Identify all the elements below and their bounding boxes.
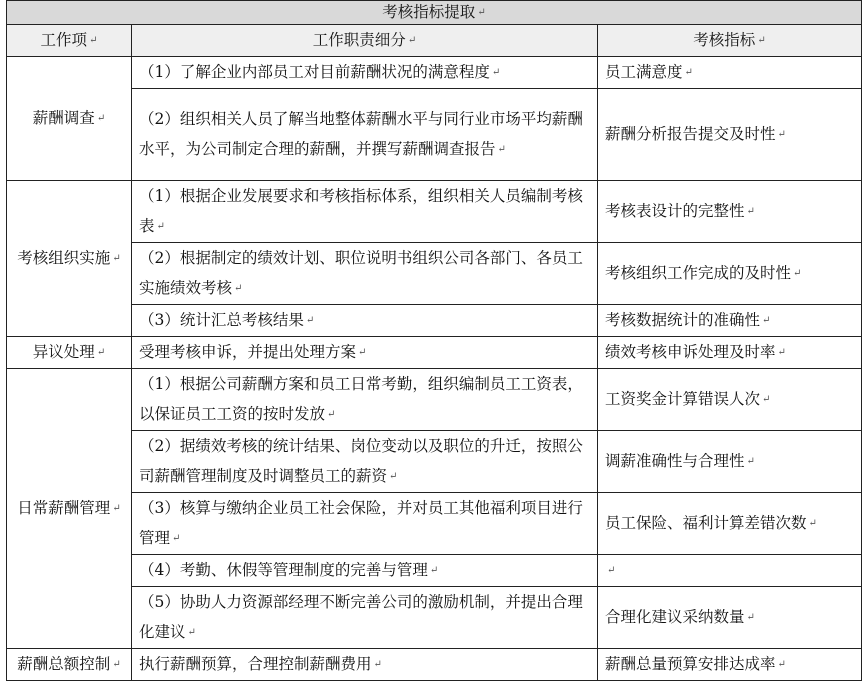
index-cell: 考核组织工作完成的及时性 ↵ [598,243,862,305]
duty-cell: （2）根据制定的绩效计划、职位说明书组织公司各部门、各员工实施绩效考核 ↵ [132,243,598,305]
table-row [7,431,862,493]
duty-cell: （1）根据公司薪酬方案和员工日常考勤，组织编制员工工资表，以保证员工工资的按时发放 ↵ [132,369,598,431]
work-item-label: 薪酬总额控制 [17,655,111,673]
duty-cell: （2）据绩效考核的统计结果、岗位变动以及职位的升迁，按照公司薪酬管理制度及时调整员工的薪资 ↵ [132,431,598,493]
index-cell: 员工满意度 ↵ [598,57,862,89]
index-cell: 薪酬总量预算安排达成率 ↵ [598,649,862,681]
table-row [7,305,862,337]
header-item: 工作项 ↵ [7,25,132,57]
table-row [7,243,862,305]
index-text: 员工保险、福利计算差错次数 [605,514,807,532]
table-title: 考核指标提取 ↵ [7,1,862,25]
table-row [7,89,862,181]
work-item-cell: 异议处理 ↵ [7,337,132,369]
index-text: 考核组织工作完成的及时性 [605,264,792,282]
index-text: 工资奖金计算错误人次 [605,390,761,408]
work-item-label: 异议处理 [32,343,95,361]
table-row [7,181,862,243]
table-row [7,649,862,681]
duty-cell: （5）协助人力资源部经理不断完善公司的激励机制，并提出合理化建议 ↵ [132,587,598,649]
duty-text: （1）根据企业发展要求和考核指标体系，组织相关人员编制考核表 [139,187,583,235]
index-cell: ↵ [598,555,862,587]
table-row [7,555,862,587]
duty-cell: （2）组织相关人员了解当地整体薪酬水平与同行业市场平均薪酬水平，为公司制定合理的薪酬，并撰写薪酬调查报告 ↵ [132,89,598,181]
duty-text: 执行薪酬预算，合理控制薪酬费用 [139,655,372,673]
duty-cell: 执行薪酬预算，合理控制薪酬费用 ↵ [132,649,598,681]
duty-text: （1）根据公司薪酬方案和员工日常考勤，组织编制员工工资表，以保证员工工资的按时发放 [139,375,583,423]
work-item-label: 薪酬调查 [32,109,95,127]
duty-text: 受理考核申诉，并提出处理方案 [139,343,357,361]
duty-cell: （1）了解企业内部员工对目前薪酬状况的满意程度 ↵ [132,57,598,89]
duty-cell: （1）根据企业发展要求和考核指标体系，组织相关人员编制考核表 ↵ [132,181,598,243]
index-text: 考核表设计的完整性 [605,202,745,220]
header-index: 考核指标 ↵ [598,25,862,57]
table-row [7,57,862,89]
index-text: 薪酬总量预算安排达成率 [605,655,776,673]
work-item-cell: 薪酬调查 ↵ [7,57,132,181]
duty-text: （2）组织相关人员了解当地整体薪酬水平与同行业市场平均薪酬水平，为公司制定合理的薪酬，并撰写薪酬调查报告 [139,110,583,158]
table-row [7,493,862,555]
table-body [7,57,862,681]
index-text: 薪酬分析报告提交及时性 [605,125,776,143]
index-text: 绩效考核申诉处理及时率 [605,343,776,361]
index-cell: 考核数据统计的准确性 ↵ [598,305,862,337]
duty-text: （1）了解企业内部员工对目前薪酬状况的满意程度 [139,63,490,81]
index-text: 合理化建议采纳数量 [605,608,745,626]
document-wrap [6,0,861,681]
index-cell: 薪酬分析报告提交及时性 ↵ [598,89,862,181]
index-cell: 调薪准确性与合理性 ↵ [598,431,862,493]
duty-text: （3）核算与缴纳企业员工社会保险，并对员工其他福利项目进行管理 [139,499,583,547]
work-item-cell: 日常薪酬管理 ↵ [7,369,132,649]
duty-cell: （4）考勤、休假等管理制度的完善与管理 ↵ [132,555,598,587]
index-text: 考核数据统计的准确性 [605,311,761,329]
index-cell: 绩效考核申诉处理及时率 ↵ [598,337,862,369]
index-cell: 工资奖金计算错误人次 ↵ [598,369,862,431]
work-item-label: 日常薪酬管理 [17,499,111,517]
table-row [7,587,862,649]
header-duty: 工作职责细分 ↵ [132,25,598,57]
work-item-label: 考核组织实施 [17,249,111,267]
duty-text: （5）协助人力资源部经理不断完善公司的激励机制，并提出合理化建议 [139,593,583,641]
duty-text: （2）据绩效考核的统计结果、岗位变动以及职位的升迁，按照公司薪酬管理制度及时调整员工的薪资 [139,437,583,485]
index-text: 员工满意度 [605,63,683,81]
duty-cell: （3）核算与缴纳企业员工社会保险，并对员工其他福利项目进行管理 ↵ [132,493,598,555]
kpi-table [6,0,862,681]
duty-text: （3）统计汇总考核结果 [139,311,304,329]
duty-cell: （3）统计汇总考核结果 ↵ [132,305,598,337]
duty-text: （2）根据制定的绩效计划、职位说明书组织公司各部门、各员工实施绩效考核 [139,249,583,297]
index-text: 调薪准确性与合理性 [605,452,745,470]
work-item-cell: 薪酬总额控制 ↵ [7,649,132,681]
duty-cell: 受理考核申诉，并提出处理方案 ↵ [132,337,598,369]
work-item-cell: 考核组织实施 ↵ [7,181,132,337]
index-cell: 员工保险、福利计算差错次数 ↵ [598,493,862,555]
index-cell: 合理化建议采纳数量 ↵ [598,587,862,649]
index-cell: 考核表设计的完整性 ↵ [598,181,862,243]
duty-text: （4）考勤、休假等管理制度的完善与管理 [139,561,428,579]
table-row [7,337,862,369]
table-row [7,369,862,431]
